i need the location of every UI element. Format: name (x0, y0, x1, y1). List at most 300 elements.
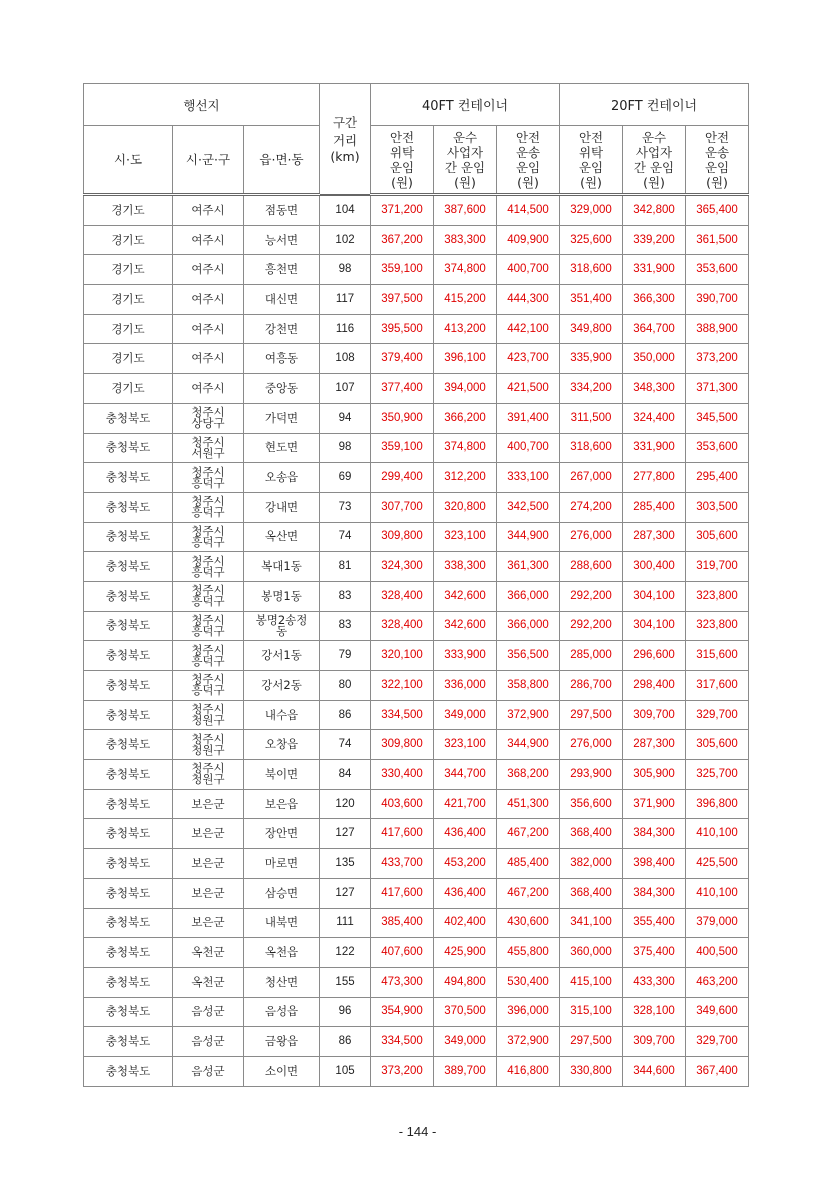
sigungu-cell: 여주시 (173, 314, 244, 344)
eupmyeondong-cell: 보은읍 (244, 789, 320, 819)
distance-cell: 122 (320, 938, 371, 968)
sido-cell: 경기도 (84, 344, 173, 374)
ft20-safe-transport-cell: 367,400 (686, 1056, 749, 1086)
eupmyeondong-cell: 옥천읍 (244, 938, 320, 968)
ft40-safe-consign-cell: 324,300 (371, 552, 434, 582)
eupmyeondong-cell: 가덕면 (244, 403, 320, 433)
table-row (84, 492, 749, 522)
ft40-safe-transport-cell: 485,400 (497, 849, 560, 879)
sigungu-cell: 여주시 (173, 344, 244, 374)
ft40-carrier-between-cell: 415,200 (434, 285, 497, 315)
sido-cell: 충청북도 (84, 789, 173, 819)
ft20-safe-transport-cell: 319,700 (686, 552, 749, 582)
ft40-safe-consign-cell: 433,700 (371, 849, 434, 879)
ft20-safe-consign-cell: 360,000 (560, 938, 623, 968)
ft40-safe-transport-cell: 356,500 (497, 641, 560, 671)
ft20-safe-consign-cell: 288,600 (560, 552, 623, 582)
table-row (84, 849, 749, 879)
ft40-safe-transport-cell: 421,500 (497, 374, 560, 404)
ft40-safe-consign-cell: 359,100 (371, 433, 434, 463)
ft40-carrier-between-cell: 344,700 (434, 760, 497, 790)
ft40-carrier-between-cell: 338,300 (434, 552, 497, 582)
ft40-safe-consign-cell: 309,800 (371, 730, 434, 760)
distance-cell: 73 (320, 492, 371, 522)
table-row (84, 522, 749, 552)
ft40-safe-consign-cell: 354,900 (371, 997, 434, 1027)
ft40-safe-transport-cell: 416,800 (497, 1056, 560, 1086)
sido-cell: 충청북도 (84, 938, 173, 968)
ft40-safe-transport-cell: 358,800 (497, 671, 560, 701)
ft20-carrier-between-cell: 375,400 (623, 938, 686, 968)
ft40-carrier-between-cell: 494,800 (434, 967, 497, 997)
ft20-safe-transport-cell: 371,300 (686, 374, 749, 404)
ft40-carrier-between-cell: 425,900 (434, 938, 497, 968)
ft20-safe-consign-cell: 349,800 (560, 314, 623, 344)
sido-cell: 충청북도 (84, 492, 173, 522)
ft40-safe-transport-cell: 430,600 (497, 908, 560, 938)
ft20-safe-transport-cell: 349,600 (686, 997, 749, 1027)
ft20-safe-consign-cell: 329,000 (560, 195, 623, 226)
ft40-carrier-between-cell: 374,800 (434, 255, 497, 285)
eupmyeondong-cell: 마로면 (244, 849, 320, 879)
distance-cell: 86 (320, 700, 371, 730)
ft20-safe-transport-cell: 396,800 (686, 789, 749, 819)
table-row (84, 225, 749, 255)
table-row (84, 463, 749, 493)
table-row (84, 433, 749, 463)
ft20-safe-consign-cell: 341,100 (560, 908, 623, 938)
ft20-carrier-between-cell: 344,600 (623, 1056, 686, 1086)
sigungu-cell: 보은군 (173, 819, 244, 849)
ft40-safe-transport-cell: 368,200 (497, 760, 560, 790)
ft20-carrier-between-cell: 366,300 (623, 285, 686, 315)
table-row (84, 255, 749, 285)
ft40-safe-consign-cell: 350,900 (371, 403, 434, 433)
ft20-carrier-between-cell: 277,800 (623, 463, 686, 493)
eupmyeondong-cell: 점동면 (244, 195, 320, 226)
ft20-safe-consign-cell: 276,000 (560, 730, 623, 760)
ft20-safe-transport-cell: 373,200 (686, 344, 749, 374)
page-number: - 144 - (398, 1124, 437, 1139)
distance-cell: 80 (320, 671, 371, 701)
sido-cell: 경기도 (84, 225, 173, 255)
table-row (84, 967, 749, 997)
sido-cell: 충청북도 (84, 997, 173, 1027)
table-row (84, 789, 749, 819)
distance-cell: 104 (320, 195, 371, 226)
ft40-safe-transport-cell: 455,800 (497, 938, 560, 968)
ft20-safe-transport-cell: 305,600 (686, 522, 749, 552)
ft20-carrier-between-cell: 331,900 (623, 433, 686, 463)
sido-cell: 충청북도 (84, 671, 173, 701)
sigungu-cell: 청주시 흥덕구 (173, 492, 244, 522)
ft20-safe-transport-cell: 303,500 (686, 492, 749, 522)
ft40-safe-consign-cell: 373,200 (371, 1056, 434, 1086)
ft20-safe-transport-cell: 410,100 (686, 878, 749, 908)
table-row (84, 403, 749, 433)
eupmyeondong-cell: 금왕읍 (244, 1027, 320, 1057)
sido-cell: 충청북도 (84, 522, 173, 552)
eupmyeondong-cell: 삼승면 (244, 878, 320, 908)
ft20-safe-transport-cell: 329,700 (686, 700, 749, 730)
ft40-safe-transport-cell: 344,900 (497, 522, 560, 552)
distance-cell: 84 (320, 760, 371, 790)
table-row (84, 1027, 749, 1057)
sigungu-cell: 청주시 흥덕구 (173, 522, 244, 552)
ft40-safe-transport-header: 안전 운송 운임 (원) (497, 126, 560, 195)
sigungu-cell: 청주시 흥덕구 (173, 641, 244, 671)
ft20-safe-transport-cell: 365,400 (686, 195, 749, 226)
eupmyeondong-cell: 강서2동 (244, 671, 320, 701)
ft40-carrier-between-cell: 323,100 (434, 730, 497, 760)
sido-cell: 충청북도 (84, 433, 173, 463)
table-row (84, 641, 749, 671)
region-group-header: 행선지 (84, 84, 320, 126)
sigungu-cell: 보은군 (173, 849, 244, 879)
distance-cell: 107 (320, 374, 371, 404)
ft40-carrier-between-cell: 436,400 (434, 819, 497, 849)
ft20-safe-transport-cell: 379,000 (686, 908, 749, 938)
ft20-carrier-between-cell: 398,400 (623, 849, 686, 879)
eupmyeondong-cell: 흥천면 (244, 255, 320, 285)
ft40-carrier-between-cell: 389,700 (434, 1056, 497, 1086)
ft40-safe-transport-cell: 400,700 (497, 255, 560, 285)
ft40-carrier-between-cell: 320,800 (434, 492, 497, 522)
table-row (84, 671, 749, 701)
sigungu-cell: 청주시 청원구 (173, 730, 244, 760)
ft40-safe-consign-cell: 371,200 (371, 195, 434, 226)
ft40-safe-consign-cell: 334,500 (371, 700, 434, 730)
sigungu-cell: 청주시 상당구 (173, 403, 244, 433)
ft40-safe-transport-cell: 396,000 (497, 997, 560, 1027)
ft40-carrier-between-cell: 333,900 (434, 641, 497, 671)
sido-cell: 충청북도 (84, 849, 173, 879)
ft40-carrier-between-cell: 421,700 (434, 789, 497, 819)
ft40-safe-transport-cell: 409,900 (497, 225, 560, 255)
ft20-safe-transport-cell: 295,400 (686, 463, 749, 493)
ft40-safe-consign-cell: 299,400 (371, 463, 434, 493)
ft40-safe-consign-cell: 379,400 (371, 344, 434, 374)
table-row (84, 730, 749, 760)
ft20-carrier-between-cell: 331,900 (623, 255, 686, 285)
ft40-safe-transport-cell: 467,200 (497, 878, 560, 908)
sido-cell: 충청북도 (84, 403, 173, 433)
ft40-carrier-between-cell: 370,500 (434, 997, 497, 1027)
ft20-safe-transport-cell: 323,800 (686, 581, 749, 611)
ft20-safe-consign-cell: 318,600 (560, 255, 623, 285)
ft20-carrier-between-cell: 285,400 (623, 492, 686, 522)
ft40-safe-transport-cell: 344,900 (497, 730, 560, 760)
ft20-carrier-between-cell: 342,800 (623, 195, 686, 226)
sido-cell: 충청북도 (84, 463, 173, 493)
sido-cell: 경기도 (84, 255, 173, 285)
ft40-safe-consign-cell: 385,400 (371, 908, 434, 938)
ft20-safe-transport-cell: 325,700 (686, 760, 749, 790)
ft40-carrier-between-cell: 342,600 (434, 581, 497, 611)
ft40-safe-consign-cell: 377,400 (371, 374, 434, 404)
ft40-safe-consign-cell: 328,400 (371, 581, 434, 611)
table-row (84, 1056, 749, 1086)
sido-cell: 충청북도 (84, 1027, 173, 1057)
distance-cell: 120 (320, 789, 371, 819)
ft20-carrier-between-header: 운수 사업자 간 운임 (원) (623, 126, 686, 195)
distance-cell: 96 (320, 997, 371, 1027)
eupmyeondong-cell: 내북면 (244, 908, 320, 938)
eupmyeondong-cell: 강내면 (244, 492, 320, 522)
ft40-safe-transport-cell: 442,100 (497, 314, 560, 344)
table-row (84, 878, 749, 908)
sigungu-cell: 보은군 (173, 908, 244, 938)
ft20-safe-consign-cell: 368,400 (560, 878, 623, 908)
distance-cell: 117 (320, 285, 371, 315)
ft40-safe-consign-cell: 417,600 (371, 819, 434, 849)
ft20-safe-transport-cell: 317,600 (686, 671, 749, 701)
ft20-safe-transport-cell: 388,900 (686, 314, 749, 344)
ft20-safe-consign-cell: 315,100 (560, 997, 623, 1027)
table-row (84, 344, 749, 374)
table-row (84, 819, 749, 849)
ft40-safe-consign-cell: 322,100 (371, 671, 434, 701)
ft20-carrier-between-cell: 350,000 (623, 344, 686, 374)
ft20-safe-consign-cell: 285,000 (560, 641, 623, 671)
distance-cell: 155 (320, 967, 371, 997)
ft40-safe-consign-cell: 309,800 (371, 522, 434, 552)
ft40-safe-transport-cell: 467,200 (497, 819, 560, 849)
ft20-safe-consign-cell: 356,600 (560, 789, 623, 819)
eupmyeondong-cell: 강서1동 (244, 641, 320, 671)
distance-cell: 69 (320, 463, 371, 493)
ft20-safe-consign-cell: 334,200 (560, 374, 623, 404)
table-row (84, 195, 749, 226)
ft20-carrier-between-cell: 348,300 (623, 374, 686, 404)
sido-cell: 충청북도 (84, 641, 173, 671)
ft20-safe-transport-cell: 353,600 (686, 433, 749, 463)
ft40-safe-consign-cell: 328,400 (371, 611, 434, 641)
eupmyeondong-cell: 청산면 (244, 967, 320, 997)
distance-cell: 94 (320, 403, 371, 433)
eupmyeondong-cell: 음성읍 (244, 997, 320, 1027)
ft40-carrier-between-cell: 336,000 (434, 671, 497, 701)
ft40-carrier-between-cell: 436,400 (434, 878, 497, 908)
ft20-safe-transport-header: 안전 운송 운임 (원) (686, 126, 749, 195)
sigungu-cell: 음성군 (173, 997, 244, 1027)
eupmyeondong-cell: 오송읍 (244, 463, 320, 493)
distance-cell: 135 (320, 849, 371, 879)
ft20-carrier-between-cell: 339,200 (623, 225, 686, 255)
eupmyeondong-cell: 오창읍 (244, 730, 320, 760)
ft40-carrier-between-cell: 383,300 (434, 225, 497, 255)
ft40-carrier-between-cell: 349,000 (434, 700, 497, 730)
sido-cell: 충청북도 (84, 700, 173, 730)
ft40-safe-consign-cell: 334,500 (371, 1027, 434, 1057)
eupmyeondong-cell: 강천면 (244, 314, 320, 344)
sigungu-cell: 청주시 서원구 (173, 433, 244, 463)
sido-cell: 경기도 (84, 374, 173, 404)
distance-cell: 105 (320, 1056, 371, 1086)
ft20-safe-consign-cell: 297,500 (560, 700, 623, 730)
ft20-safe-consign-cell: 292,200 (560, 581, 623, 611)
sido-cell: 충청북도 (84, 908, 173, 938)
ft40-carrier-between-cell: 323,100 (434, 522, 497, 552)
distance-cell: 102 (320, 225, 371, 255)
ft20-carrier-between-cell: 296,600 (623, 641, 686, 671)
ft20-safe-transport-cell: 400,500 (686, 938, 749, 968)
ft20-safe-transport-cell: 361,500 (686, 225, 749, 255)
sido-header: 시·도 (84, 126, 173, 195)
ft20-carrier-between-cell: 298,400 (623, 671, 686, 701)
sido-cell: 충청북도 (84, 878, 173, 908)
eupmyeondong-cell: 옥산면 (244, 522, 320, 552)
sido-cell: 충청북도 (84, 819, 173, 849)
distance-cell: 83 (320, 581, 371, 611)
sigungu-cell: 음성군 (173, 1027, 244, 1057)
table-row (84, 908, 749, 938)
distance-header: 구간 거리 (km) (320, 84, 371, 195)
eupmyeondong-cell: 복대1동 (244, 552, 320, 582)
table-row (84, 314, 749, 344)
ft20-safe-consign-cell: 286,700 (560, 671, 623, 701)
sigungu-cell: 보은군 (173, 878, 244, 908)
sigungu-cell: 청주시 흥덕구 (173, 611, 244, 641)
eupmyeondong-cell: 현도면 (244, 433, 320, 463)
ft20-safe-consign-cell: 351,400 (560, 285, 623, 315)
sigungu-cell: 청주시 흥덕구 (173, 581, 244, 611)
ft40-carrier-between-cell: 342,600 (434, 611, 497, 641)
sido-cell: 경기도 (84, 285, 173, 315)
ft20-carrier-between-cell: 364,700 (623, 314, 686, 344)
ft40-carrier-between-cell: 453,200 (434, 849, 497, 879)
ft20-safe-transport-cell: 463,200 (686, 967, 749, 997)
ft40-carrier-between-cell: 349,000 (434, 1027, 497, 1057)
ft40-group-header: 40FT 컨테이너 (371, 84, 560, 126)
sido-cell: 경기도 (84, 195, 173, 226)
sigungu-cell: 청주시 흥덕구 (173, 463, 244, 493)
ft40-safe-transport-cell: 530,400 (497, 967, 560, 997)
ft40-safe-transport-cell: 361,300 (497, 552, 560, 582)
ft40-safe-consign-cell: 320,100 (371, 641, 434, 671)
ft20-carrier-between-cell: 300,400 (623, 552, 686, 582)
table-row (84, 700, 749, 730)
ft20-safe-transport-cell: 410,100 (686, 819, 749, 849)
distance-cell: 116 (320, 314, 371, 344)
ft40-safe-transport-cell: 444,300 (497, 285, 560, 315)
sido-cell: 충청북도 (84, 760, 173, 790)
distance-cell: 127 (320, 878, 371, 908)
distance-cell: 83 (320, 611, 371, 641)
ft20-safe-consign-header: 안전 위탁 운임 (원) (560, 126, 623, 195)
distance-cell: 111 (320, 908, 371, 938)
distance-cell: 74 (320, 522, 371, 552)
ft40-safe-transport-cell: 372,900 (497, 700, 560, 730)
ft40-carrier-between-cell: 394,000 (434, 374, 497, 404)
ft20-carrier-between-cell: 287,300 (623, 522, 686, 552)
sigungu-cell: 여주시 (173, 225, 244, 255)
ft40-carrier-between-cell: 366,200 (434, 403, 497, 433)
ft20-safe-consign-cell: 330,800 (560, 1056, 623, 1086)
sigungu-cell: 음성군 (173, 1056, 244, 1086)
table-row (84, 997, 749, 1027)
table-row (84, 938, 749, 968)
table-body (84, 195, 749, 1087)
sigungu-cell: 보은군 (173, 789, 244, 819)
table-header (84, 84, 749, 195)
ft20-safe-consign-cell: 325,600 (560, 225, 623, 255)
table-row (84, 581, 749, 611)
distance-cell: 108 (320, 344, 371, 374)
ft40-safe-consign-cell: 307,700 (371, 492, 434, 522)
ft40-safe-transport-cell: 451,300 (497, 789, 560, 819)
ft20-safe-consign-cell: 267,000 (560, 463, 623, 493)
ft20-safe-consign-cell: 297,500 (560, 1027, 623, 1057)
sigungu-cell: 청주시 흥덕구 (173, 671, 244, 701)
ft20-carrier-between-cell: 305,900 (623, 760, 686, 790)
ft40-safe-transport-cell: 372,900 (497, 1027, 560, 1057)
ft20-carrier-between-cell: 304,100 (623, 611, 686, 641)
eupmyeondong-cell: 소이면 (244, 1056, 320, 1086)
eupmyeondong-cell: 여흥동 (244, 344, 320, 374)
sido-cell: 충청북도 (84, 967, 173, 997)
eupmyeondong-cell: 북이면 (244, 760, 320, 790)
ft20-safe-consign-cell: 274,200 (560, 492, 623, 522)
ft40-safe-consign-cell: 417,600 (371, 878, 434, 908)
table-row (84, 760, 749, 790)
ft40-safe-transport-cell: 423,700 (497, 344, 560, 374)
ft40-safe-consign-header: 안전 위탁 운임 (원) (371, 126, 434, 195)
eupmyeondong-cell: 대신면 (244, 285, 320, 315)
ft20-safe-transport-cell: 305,600 (686, 730, 749, 760)
ft40-safe-consign-cell: 395,500 (371, 314, 434, 344)
ft20-safe-transport-cell: 315,600 (686, 641, 749, 671)
ft20-safe-consign-cell: 311,500 (560, 403, 623, 433)
sigungu-cell: 옥천군 (173, 938, 244, 968)
ft20-safe-transport-cell: 425,500 (686, 849, 749, 879)
fare-table (83, 83, 749, 1087)
ft40-carrier-between-cell: 413,200 (434, 314, 497, 344)
ft20-safe-transport-cell: 329,700 (686, 1027, 749, 1057)
ft40-safe-transport-cell: 414,500 (497, 195, 560, 226)
ft20-safe-transport-cell: 323,800 (686, 611, 749, 641)
sigungu-cell: 여주시 (173, 195, 244, 226)
sigungu-header: 시·군·구 (173, 126, 244, 195)
sido-cell: 충청북도 (84, 552, 173, 582)
eupmyeondong-cell: 능서면 (244, 225, 320, 255)
ft40-safe-consign-cell: 359,100 (371, 255, 434, 285)
ft40-safe-transport-cell: 366,000 (497, 611, 560, 641)
ft40-carrier-between-cell: 387,600 (434, 195, 497, 226)
eupmyeondong-cell: 장안면 (244, 819, 320, 849)
ft20-carrier-between-cell: 309,700 (623, 1027, 686, 1057)
sido-cell: 충청북도 (84, 581, 173, 611)
ft20-carrier-between-cell: 287,300 (623, 730, 686, 760)
sigungu-cell: 청주시 청원구 (173, 760, 244, 790)
ft40-carrier-between-cell: 396,100 (434, 344, 497, 374)
distance-cell: 98 (320, 433, 371, 463)
sigungu-cell: 청주시 흥덕구 (173, 552, 244, 582)
ft20-safe-consign-cell: 292,200 (560, 611, 623, 641)
sido-cell: 충청북도 (84, 730, 173, 760)
ft40-safe-transport-cell: 366,000 (497, 581, 560, 611)
ft20-safe-consign-cell: 276,000 (560, 522, 623, 552)
ft40-safe-transport-cell: 391,400 (497, 403, 560, 433)
ft40-safe-transport-cell: 333,100 (497, 463, 560, 493)
ft20-carrier-between-cell: 309,700 (623, 700, 686, 730)
sido-cell: 경기도 (84, 314, 173, 344)
distance-cell: 86 (320, 1027, 371, 1057)
ft20-carrier-between-cell: 384,300 (623, 819, 686, 849)
table-row (84, 374, 749, 404)
ft40-carrier-between-header: 운수 사업자 간 운임 (원) (434, 126, 497, 195)
ft40-carrier-between-cell: 402,400 (434, 908, 497, 938)
